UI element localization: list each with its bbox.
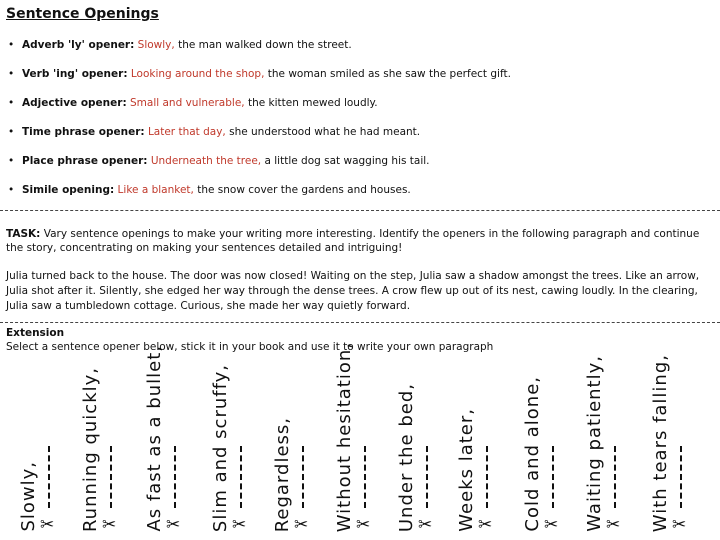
opener-type-label: Time phrase opener:: [22, 126, 145, 138]
opener-strip: [130, 345, 190, 540]
extension-text: Select a sentence opener below, stick it in your book and use it to write your own paragraph: [6, 341, 494, 353]
opener-strip: [4, 356, 64, 540]
cut-line: [48, 446, 50, 508]
bullet-icon: •: [8, 68, 15, 80]
opener-type-label: Verb 'ing' opener:: [22, 68, 128, 80]
bullet-icon: •: [8, 97, 15, 109]
opener-word: Regardless,: [272, 416, 293, 532]
cut-line: [302, 446, 304, 508]
cut-line: [174, 446, 176, 508]
sentence-rest: the woman smiled as she saw the perfect gift.: [264, 68, 511, 80]
scissors-icon: ✂: [166, 515, 181, 535]
opener-word: Slim and scruffy,: [210, 363, 231, 532]
cut-line: [680, 446, 682, 508]
list-item: [8, 67, 708, 96]
scissors-icon: ✂: [606, 515, 621, 535]
sentence-rest: a little dog sat wagging his tail.: [261, 155, 430, 167]
list-item: [8, 183, 708, 212]
cut-line: [426, 446, 428, 508]
sentence-rest: she understood what he had meant.: [225, 126, 421, 138]
opener-word: With tears falling,: [650, 353, 671, 532]
cut-line: [364, 446, 366, 508]
bullet-icon: •: [8, 126, 15, 138]
sentence-rest: the kitten mewed loudly.: [244, 97, 378, 109]
cut-line: [552, 446, 554, 508]
story-paragraph: Julia turned back to the house. The door was now closed! Waiting on the step, Julia saw a shadow amongst the trees. Like an arrow, Julia shot after it. Silently, she edged her way through the dense trees. A crow flew up out of its nest, cawing loudly. In the clearing, Julia saw a tumbledown cottage. Curious, she made her way quietly forward.: [6, 270, 700, 312]
opener-example: Like a blanket,: [117, 184, 194, 196]
extension-section: [6, 326, 714, 354]
opener-strip: [196, 356, 256, 540]
scissors-icon: ✂: [544, 515, 559, 535]
scissors-icon: ✂: [232, 515, 247, 535]
bullet-icon: •: [8, 184, 15, 196]
opener-word: Without hesitation,: [334, 341, 355, 532]
scissors-icon: ✂: [356, 515, 371, 535]
opener-strip: [570, 356, 630, 540]
task-text: Vary sentence openings to make your writing more interesting. Identify the openers in the following paragraph and continue the story, concentrating on making your sentences detailed and intriguing!: [6, 228, 700, 254]
divider: [0, 210, 720, 211]
divider: [0, 322, 720, 323]
opener-examples-list: [8, 38, 708, 212]
opener-word: Slowly,: [18, 461, 39, 532]
bullet-icon: •: [8, 39, 15, 51]
opener-word: Running quickly,: [80, 366, 101, 532]
opener-example: Underneath the tree,: [150, 155, 262, 167]
list-item: [8, 154, 708, 183]
opener-strip: [258, 356, 318, 540]
scissors-icon: ✂: [294, 515, 309, 535]
opener-example: Slowly,: [137, 39, 175, 51]
scissors-icon: ✂: [672, 515, 687, 535]
scissors-icon: ✂: [102, 515, 117, 535]
opener-word: Waiting patiently,: [584, 355, 605, 532]
opener-type-label: Place phrase opener:: [22, 155, 148, 167]
opener-word: Weeks later,: [456, 408, 477, 532]
opener-word: As fast as a bullet,: [144, 345, 165, 532]
opener-type-label: Simile opening:: [22, 184, 115, 196]
opener-strip: [442, 356, 502, 540]
bullet-icon: •: [8, 155, 15, 167]
scissors-icon: ✂: [418, 515, 433, 535]
opener-word: Under the bed,: [396, 382, 417, 532]
list-item: [8, 96, 708, 125]
opener-strip: [382, 356, 442, 540]
opener-type-label: Adverb 'ly' opener:: [22, 39, 135, 51]
scissors-icon: ✂: [40, 515, 55, 535]
opener-strip: [320, 341, 380, 540]
sentence-rest: the snow cover the gardens and houses.: [193, 184, 411, 196]
sentence-rest: the man walked down the street.: [174, 39, 352, 51]
opener-word: Cold and alone,: [522, 376, 543, 532]
page-title: Sentence Openings: [6, 6, 159, 22]
cut-line: [240, 446, 242, 508]
list-item: [8, 38, 708, 67]
task-instructions: [6, 227, 714, 255]
cut-line: [486, 446, 488, 508]
cut-line: [110, 446, 112, 508]
opener-example: Later that day,: [147, 126, 226, 138]
opener-type-label: Adjective opener:: [22, 97, 127, 109]
list-item: [8, 125, 708, 154]
opener-strip: [66, 356, 126, 540]
opener-strip: [508, 356, 568, 540]
scissors-icon: ✂: [478, 515, 493, 535]
opener-example: Small and vulnerable,: [130, 97, 245, 109]
task-label: TASK:: [6, 228, 41, 240]
opener-strip: [636, 353, 696, 540]
opener-example: Looking around the shop,: [130, 68, 265, 80]
extension-title: Extension: [6, 327, 65, 339]
cut-line: [614, 446, 616, 508]
